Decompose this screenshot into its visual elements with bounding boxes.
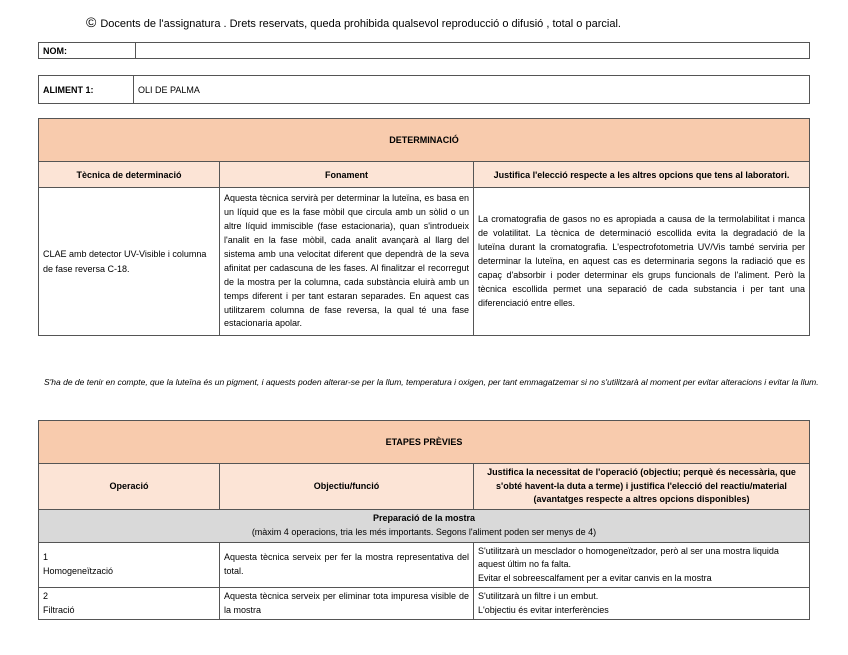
copyright-notice [86,14,621,30]
header-justifica-operacio: Justifica la necessitat de l'operació (objectiu; perquè és necessària, que s'obté havent-la duta a terme) i justifica l'elecció del reactiu/material (avantatges respecte a altres opcions disponibles) [474,464,810,510]
determinacio-table [38,118,810,336]
justifica-cell: La cromatografia de gasos no es apropiada a causa de la termolabilitat i manca de volatilitat. La tècnica de determinació escollida evita la degradació de la luteïna durant la cromatografia. L'espectrofotometria UV/Vis també serviria per determinar la luteïna, en aquest cas es determinaria segons la radiació que es capaç d'absorbir i poder determinar els grups funcionals de l'aliment. Però la tècnica escollida permet una separació de cada substancia i per tant una diferenciació entre elles. [474,188,810,336]
nom-field[interactable] [136,43,810,59]
note-text: S'ha de de tenir en compte, que la luteïna és un pigment, i aquests poden alterar-se per la llum, temperatura i oxigen, per tant emmagatzemar si no s'utilitzarà al moment per evitar alteracions i evitar la llum. [44,377,819,387]
justifica-line: L'objectiu és evitar interferències [478,604,609,615]
header-fonament: Fonament [220,162,474,188]
operacio-name: Filtració [43,604,75,615]
table-row [39,542,810,588]
justifica-line: S'utilitzarà un filtre i un embut. [478,591,599,601]
justifica-operacio-cell [474,542,810,588]
operacio-number: 2 [43,591,49,601]
preparacio-title: Preparació de la mostra [372,513,476,523]
header-operacio: Operació [39,464,220,510]
nom-label: NOM: [39,43,136,59]
aliment-table [38,75,810,104]
determinacio-title: DETERMINACIÓ [39,119,810,162]
objectiu-cell: Aquesta tècnica serveix per eliminar tota impuresa visible de la mostra [220,588,474,620]
header-justifica: Justifica l'elecció respecte a les altres opcions que tens al laboratori. [474,162,810,188]
objectiu-cell: Aquesta tècnica serveix per fer la mostra representativa del total. [220,542,474,588]
fonament-cell: Aquesta tècnica servirà per determinar la luteïna, es basa en un líquid que es la fase mòbil que circula amb un sòlid o un altre líquid immiscible (fase estacionaria), quan s'introdueix l'analit en la fase mòbil, cada analit avançarà al llarg del sistema amb una velocitat diferent que dependrà de la seva afinitat per cadascuna de les fases. Al finalitzar el recorregut de la mostra per la columna, cada substància eluirà amb un temps diferent i per tant estaran separades. En aquest cas utilitzarem columna de fase reversa, la qual té una fase estacionaria apolar. [220,188,474,336]
copyright-text: Docents de l'assignatura . Drets reservats, queda prohibida qualsevol reproducció o difusió , total o parcial. [100,18,621,30]
etapes-title: ETAPES PRÈVIES [39,421,810,464]
operacio-cell [39,542,220,588]
header-tecnica: Tècnica de determinació [39,162,220,188]
aliment-value: OLI DE PALMA [134,76,810,104]
justifica-line: Evitar el sobreescalfament per a evitar canvis en la mostra [478,572,712,583]
operacio-number: 1 [43,552,49,563]
justifica-line: S'utilitzarà un mesclador o homogeneïtzador, però al ser una mostra liquida aquest últim no fa falta. [478,545,779,569]
operacio-name: Homogeneïtzació [43,565,114,576]
header-objectiu: Objectiu/funció [220,464,474,510]
justifica-operacio-cell [474,588,810,620]
operacio-cell [39,588,220,620]
table-row [39,588,810,620]
preparacio-subtitle: (màxim 4 operacions, tria les més importants. Segons l'aliment poden ser menys de 4) [251,526,597,537]
aliment-label: ALIMENT 1: [39,76,134,104]
nom-table [38,42,810,59]
tecnica-cell: CLAE amb detector UV-Visible i columna de fase reversa C-18. [39,188,220,336]
etapes-table [38,420,810,620]
copyright-icon: © [86,14,97,30]
preparacio-header [39,509,810,542]
